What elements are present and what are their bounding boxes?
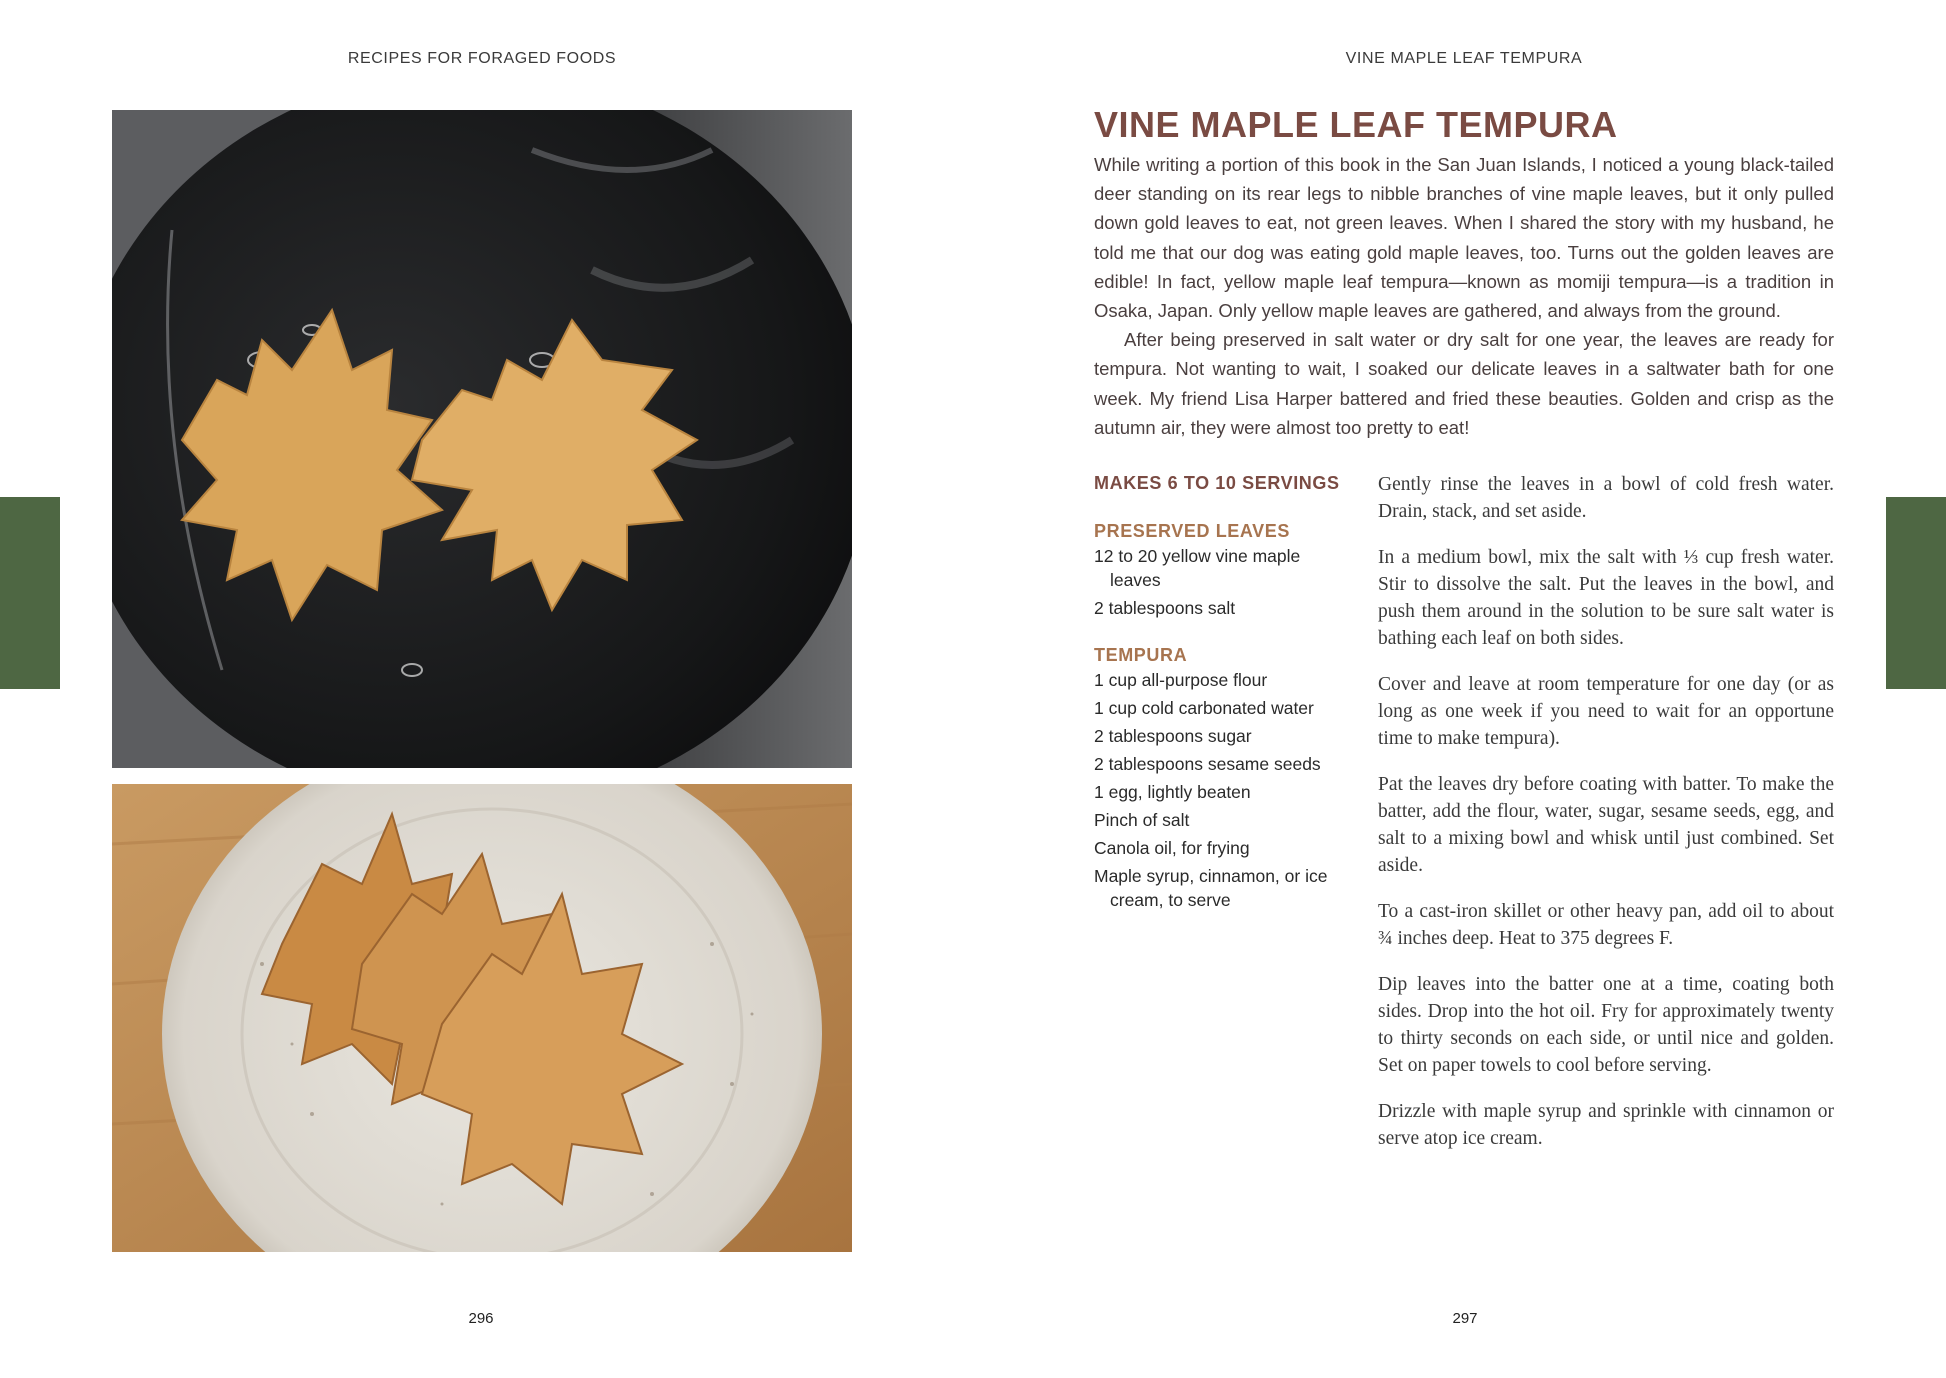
ingredient-item: 1 egg, lightly beaten [1094, 782, 1251, 802]
ingredients-column [1094, 470, 1354, 934]
ingredient-item: 2 tablespoons sugar [1094, 726, 1252, 746]
intro-paragraph: After being preserved in salt water or dry salt for one year, the leaves are ready for tempura. Not wanting to wait, I soaked our delicate leaves in a saltwater bath for one week. My friend Lisa Harper battered and fried these beauties. Golden and crisp as the autumn air, they were almost too pretty to eat! [1094, 329, 1834, 438]
method-step: Dip leaves into the batter one at a time, coating both sides. Drop into the hot oil. Fry for approximately twenty to thirty seconds on each side, or until nice and golden. Set on paper towels to cool before serving. [1378, 974, 1834, 1076]
intro-paragraph: While writing a portion of this book in the San Juan Islands, I noticed a young black-tailed deer standing on its rear legs to nibble branches of vine maple leaves, but it only pulled down gold leaves to eat, not green leaves. When I shared the story with my husband, he told me that our dog was eating gold maple leaves, too. Turns out the golden leaves are edible! In fact, yellow maple leaf tempura—known as momiji tempura—is a tradition in Osaka, Japan. Only yellow maple leaves are gathered, and always from the ground. [1094, 154, 1834, 322]
ingredient-item: 1 cup all-purpose flour [1094, 670, 1268, 690]
recipe-title: VINE MAPLE LEAF TEMPURA [1094, 104, 1618, 145]
tempura-list [1094, 668, 1354, 912]
ingredient-item: 12 to 20 yellow vine maple leaves [1094, 546, 1301, 590]
method-step: Pat the leaves dry before coating with batter. To make the batter, add the flour, water, sugar, sesame seeds, egg, and salt to a mixing bowl and whisk until just combined. Set aside. [1378, 774, 1834, 876]
ingredient-item: Maple syrup, cinnamon, or ice cream, to serve [1094, 866, 1328, 910]
photo-frying-leaves [112, 110, 852, 768]
preserved-leaves-list [1094, 544, 1354, 620]
section-tab-right [1886, 497, 1946, 689]
page-number-left: 296 [468, 1310, 494, 1327]
servings-yield: MAKES 6 TO 10 SERVINGS [1094, 473, 1340, 493]
page-number-right: 297 [1452, 1310, 1478, 1327]
ingredient-item: Canola oil, for frying [1094, 838, 1250, 858]
method-step: To a cast-iron skillet or other heavy pan, add oil to about ¾ inches deep. Heat to 375 degrees F. [1378, 901, 1834, 949]
ingredient-item: 1 cup cold carbonated water [1094, 698, 1314, 718]
running-head-right: VINE MAPLE LEAF TEMPURA [1345, 50, 1583, 67]
recipe-intro [1094, 150, 1834, 442]
ingredient-item: 2 tablespoons salt [1094, 598, 1236, 618]
preserved-leaves-heading: PRESERVED LEAVES [1094, 521, 1290, 541]
photo-plated-tempura [112, 784, 852, 1252]
method-step: Cover and leave at room temperature for one day (or as long as one week if you need to wait for an opportune time to make tempura). [1378, 674, 1834, 749]
method-step: In a medium bowl, mix the salt with ⅓ cup fresh water. Stir to dissolve the salt. Put the leaves in the bowl, and push them around in the solution to be sure salt water is bathing each leaf on both sides. [1378, 547, 1834, 649]
method-step: Drizzle with maple syrup and sprinkle with cinnamon or serve atop ice cream. [1378, 1101, 1834, 1149]
plate-illustration [112, 784, 852, 1252]
running-head-left: RECIPES FOR FORAGED FOODS [347, 50, 617, 67]
frying-pan-illustration [112, 110, 852, 768]
tempura-heading: TEMPURA [1094, 645, 1188, 665]
method-step: Gently rinse the leaves in a bowl of cold fresh water. Drain, stack, and set aside. [1378, 474, 1834, 522]
ingredient-item: 2 tablespoons sesame seeds [1094, 754, 1321, 774]
method-column [1378, 471, 1834, 1171]
section-tab-left [0, 497, 60, 689]
ingredient-item: Pinch of salt [1094, 810, 1190, 830]
